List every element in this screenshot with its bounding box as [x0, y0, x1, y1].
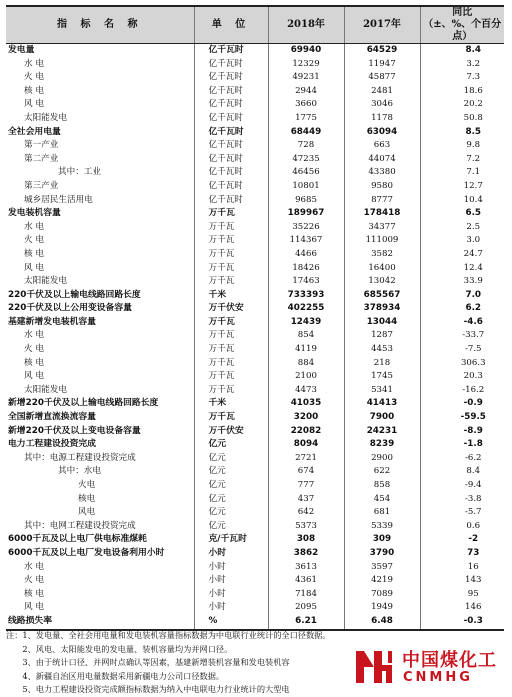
- table-row: [6, 248, 504, 262]
- row-value-2018: 69940: [268, 44, 344, 58]
- table-row: [6, 329, 504, 343]
- row-name: 发电装机容量: [8, 208, 61, 219]
- row-unit: 亿元: [194, 506, 268, 520]
- row-value-2018: 114367: [268, 234, 344, 248]
- row-value-2018: 10801: [268, 180, 344, 194]
- row-value-2017: 178418: [344, 207, 420, 221]
- row-unit: 亿千瓦时: [194, 98, 268, 112]
- row-change: 18.6: [420, 85, 504, 99]
- row-change: 9.8: [420, 139, 504, 153]
- row-value-2018: 437: [268, 493, 344, 507]
- logo-mark-icon: [356, 645, 396, 689]
- row-name: 太阳能发电: [24, 276, 67, 287]
- row-name: 核电: [78, 493, 96, 504]
- header-change-units: （±、%、个百分点）: [423, 19, 502, 42]
- row-name: 6000千瓦及以上电厂供电标准煤耗: [8, 534, 147, 545]
- table-row: [6, 194, 504, 208]
- row-value-2018: 4119: [268, 343, 344, 357]
- row-name: 风电: [78, 507, 96, 518]
- row-change: 6.5: [420, 207, 504, 221]
- row-value-2017: 11947: [344, 58, 420, 72]
- row-unit: 小时: [194, 574, 268, 588]
- row-change: -3.8: [420, 493, 504, 507]
- row-change: 12.4: [420, 262, 504, 276]
- row-name: 新增220千伏及以上变电设备容量: [8, 425, 141, 436]
- row-value-2017: 34377: [344, 221, 420, 235]
- row-value-2018: 728: [268, 139, 344, 153]
- row-value-2017: 7089: [344, 588, 420, 602]
- row-value-2018: 5373: [268, 520, 344, 534]
- table-row: [6, 85, 504, 99]
- row-value-2018: 6.21: [268, 615, 344, 630]
- footnote-line: 5、电力工程建设投资完成额指标数据为纳入中电联电力行业统计的大型电: [6, 684, 290, 694]
- row-unit: 亿千瓦时: [194, 153, 268, 167]
- row-value-2018: 9685: [268, 194, 344, 208]
- table-row: [6, 533, 504, 547]
- table-row: [6, 126, 504, 140]
- row-value-2018: 3862: [268, 547, 344, 561]
- table-header: [6, 6, 504, 44]
- row-value-2017: 681: [344, 506, 420, 520]
- row-unit: 亿千瓦时: [194, 85, 268, 99]
- row-name: 220千伏及以上输电线路回路长度: [8, 289, 141, 300]
- row-change: 6.2: [420, 302, 504, 316]
- row-value-2018: 3200: [268, 411, 344, 425]
- row-value-2017: 4453: [344, 343, 420, 357]
- row-value-2017: 3597: [344, 561, 420, 575]
- table-row: [6, 615, 504, 630]
- table-row: [6, 452, 504, 466]
- row-name: 城乡居民生活用电: [24, 194, 93, 205]
- row-value-2018: 4466: [268, 248, 344, 262]
- row-change: 3.0: [420, 234, 504, 248]
- table-row: [6, 234, 504, 248]
- row-value-2017: 6.48: [344, 615, 420, 630]
- row-unit: 万千瓦: [194, 207, 268, 221]
- row-value-2017: 3790: [344, 547, 420, 561]
- table-row: [6, 574, 504, 588]
- row-name: 其中：电源工程建设投资完成: [24, 452, 136, 463]
- row-unit: 亿元: [194, 520, 268, 534]
- header-indicator-name: 指 标 名 称: [6, 6, 194, 44]
- row-change: -1.8: [420, 438, 504, 452]
- row-value-2018: 308: [268, 533, 344, 547]
- table-row: [6, 71, 504, 85]
- row-unit: 万千瓦: [194, 370, 268, 384]
- table-row: [6, 275, 504, 289]
- row-value-2018: 35226: [268, 221, 344, 235]
- row-name: 发电量: [8, 45, 35, 55]
- row-unit: 亿千瓦时: [194, 71, 268, 85]
- row-value-2017: 5339: [344, 520, 420, 534]
- row-value-2018: 46456: [268, 166, 344, 180]
- row-unit: 千米: [194, 397, 268, 411]
- row-value-2017: 13044: [344, 316, 420, 330]
- row-value-2017: 218: [344, 357, 420, 371]
- row-name: 全国新增直流换流容量: [8, 412, 96, 423]
- row-change: 20.3: [420, 370, 504, 384]
- row-unit: 亿元: [194, 438, 268, 452]
- row-name: 风 电: [24, 602, 44, 613]
- row-change: 10.4: [420, 194, 504, 208]
- data-table-container: [6, 5, 504, 631]
- table-row: [6, 411, 504, 425]
- header-2017: 2017年: [344, 6, 420, 44]
- row-change: 146: [420, 601, 504, 615]
- header-change-title: 同比: [452, 7, 473, 18]
- row-name: 太阳能发电: [24, 384, 67, 395]
- row-change: 12.7: [420, 180, 504, 194]
- row-change: -5.7: [420, 506, 504, 520]
- table-row: [6, 465, 504, 479]
- row-name: 太阳能发电: [24, 112, 67, 123]
- row-value-2018: 674: [268, 465, 344, 479]
- table-row: [6, 343, 504, 357]
- row-change: 95: [420, 588, 504, 602]
- row-change: -6.2: [420, 452, 504, 466]
- watermark-logo: [356, 645, 506, 689]
- table-row: [6, 316, 504, 330]
- row-value-2017: 1178: [344, 112, 420, 126]
- row-value-2017: 378934: [344, 302, 420, 316]
- row-unit: 亿元: [194, 479, 268, 493]
- row-name: 核 电: [24, 248, 44, 259]
- row-unit: 万千伏安: [194, 425, 268, 439]
- row-name: 线路损失率: [6, 615, 194, 630]
- row-value-2017: 8239: [344, 438, 420, 452]
- row-unit: 万千瓦: [194, 275, 268, 289]
- row-value-2017: 43380: [344, 166, 420, 180]
- table-row: [6, 139, 504, 153]
- row-unit: 万千瓦: [194, 234, 268, 248]
- table-row: [6, 207, 504, 221]
- row-unit: 亿千瓦时: [194, 194, 268, 208]
- row-value-2017: 4219: [344, 574, 420, 588]
- row-value-2017: 3582: [344, 248, 420, 262]
- row-unit: 小时: [194, 561, 268, 575]
- row-unit: 亿千瓦时: [194, 166, 268, 180]
- row-value-2018: 4473: [268, 384, 344, 398]
- row-value-2018: 12439: [268, 316, 344, 330]
- row-value-2018: 68449: [268, 126, 344, 140]
- row-name: 火 电: [24, 344, 44, 355]
- row-name: 火 电: [24, 235, 44, 246]
- row-change: 7.1: [420, 166, 504, 180]
- row-change: 33.9: [420, 275, 504, 289]
- table-row: [6, 289, 504, 303]
- table-row: [6, 357, 504, 371]
- row-value-2017: 1949: [344, 601, 420, 615]
- row-value-2018: 17463: [268, 275, 344, 289]
- table-row: [6, 44, 504, 58]
- footnote-line: 3、由于统计口径、并网时点确认等因素，基建新增装机容量和发电装机容: [6, 657, 290, 667]
- row-unit: 万千瓦: [194, 343, 268, 357]
- row-value-2017: 1287: [344, 329, 420, 343]
- row-change: 7.3: [420, 71, 504, 85]
- row-unit: 克/千瓦时: [194, 533, 268, 547]
- row-change: 0.6: [420, 520, 504, 534]
- row-unit: 亿千瓦时: [194, 126, 268, 140]
- row-name: 核 电: [24, 85, 44, 96]
- statistics-table: [6, 5, 504, 631]
- row-change: 7.0: [420, 289, 504, 303]
- table-row: [6, 370, 504, 384]
- row-value-2017: 2481: [344, 85, 420, 99]
- row-value-2018: 47235: [268, 153, 344, 167]
- row-value-2018: 854: [268, 329, 344, 343]
- row-name: 其中：水电: [58, 466, 101, 477]
- row-unit: 万千瓦: [194, 384, 268, 398]
- table-body: [6, 44, 504, 630]
- table-row: [6, 180, 504, 194]
- row-value-2018: 22082: [268, 425, 344, 439]
- row-change: -59.5: [420, 411, 504, 425]
- row-change: -16.2: [420, 384, 504, 398]
- row-unit: 亿元: [194, 465, 268, 479]
- row-value-2018: 3660: [268, 98, 344, 112]
- table-row: [6, 153, 504, 167]
- row-unit: 万千瓦: [194, 221, 268, 235]
- row-name: 火 电: [24, 575, 44, 586]
- row-value-2018: 2721: [268, 452, 344, 466]
- row-change: 306.3: [420, 357, 504, 371]
- row-change: 24.7: [420, 248, 504, 262]
- footnote-line: 4、新疆自治区用电量数据采用新疆电力公司口径数据。: [6, 670, 225, 681]
- row-value-2018: 41035: [268, 397, 344, 411]
- row-value-2017: 454: [344, 493, 420, 507]
- table-row: [6, 601, 504, 615]
- row-unit: 小时: [194, 588, 268, 602]
- row-name: 水 电: [24, 561, 44, 572]
- row-value-2018: 7184: [268, 588, 344, 602]
- row-name: 全社会用电量: [8, 126, 61, 137]
- table-row: [6, 479, 504, 493]
- row-value-2017: 5341: [344, 384, 420, 398]
- header-2018: 2018年: [268, 6, 344, 44]
- row-change: 73: [420, 547, 504, 561]
- row-name: 电力工程建设投资完成: [8, 439, 96, 450]
- row-name: 水 电: [24, 221, 44, 232]
- table-row: [6, 506, 504, 520]
- row-name: 核 电: [24, 357, 44, 368]
- row-change: -4.6: [420, 316, 504, 330]
- row-unit: 亿千瓦时: [194, 180, 268, 194]
- row-value-2017: 3046: [344, 98, 420, 112]
- row-value-2018: 189967: [268, 207, 344, 221]
- row-change: 3.2: [420, 58, 504, 72]
- row-name: 水 电: [24, 58, 44, 69]
- table-row: [6, 520, 504, 534]
- table-row: [6, 98, 504, 112]
- row-value-2018: 402255: [268, 302, 344, 316]
- row-change: -9.4: [420, 479, 504, 493]
- row-value-2018: 777: [268, 479, 344, 493]
- row-unit: 亿千瓦时: [194, 112, 268, 126]
- row-value-2017: 44074: [344, 153, 420, 167]
- row-value-2017: 7900: [344, 411, 420, 425]
- row-name: 基建新增发电装机容量: [8, 316, 96, 327]
- logo-sub: CNMHG: [403, 670, 473, 685]
- row-value-2018: 3613: [268, 561, 344, 575]
- row-value-2018: 49231: [268, 71, 344, 85]
- row-value-2017: 45877: [344, 71, 420, 85]
- row-value-2018: 4361: [268, 574, 344, 588]
- footnote-line: 注：1、发电量、全社会用电量和发电装机容量指标数据为中电联行业统计的全口径数据。: [6, 630, 331, 640]
- table-row: [6, 58, 504, 72]
- row-value-2017: 24231: [344, 425, 420, 439]
- row-change: 8.4: [420, 44, 504, 58]
- row-name: 第二产业: [24, 153, 59, 164]
- row-name: 其中：电网工程建设投资完成: [24, 520, 136, 531]
- row-unit: 亿元: [194, 493, 268, 507]
- row-change: 143: [420, 574, 504, 588]
- row-value-2017: 622: [344, 465, 420, 479]
- row-name: 风 电: [24, 371, 44, 382]
- table-row: [6, 547, 504, 561]
- row-value-2018: 2944: [268, 85, 344, 99]
- footnote-line: 2、风电、太阳能发电的发电量、装机容量均为并网口径。: [6, 643, 233, 654]
- table-row: [6, 221, 504, 235]
- table-row: [6, 588, 504, 602]
- table-row: [6, 493, 504, 507]
- row-unit: 万千伏安: [194, 302, 268, 316]
- row-name: 新增220千伏及以上输电线路回路长度: [8, 398, 159, 409]
- row-value-2017: 1745: [344, 370, 420, 384]
- row-change: 8.4: [420, 465, 504, 479]
- row-value-2017: 2900: [344, 452, 420, 466]
- row-unit: 万千瓦: [194, 411, 268, 425]
- row-change: -2: [420, 533, 504, 547]
- row-change: -0.3: [420, 615, 504, 630]
- row-change: 8.5: [420, 126, 504, 140]
- row-value-2017: 16400: [344, 262, 420, 276]
- row-value-2018: 12329: [268, 58, 344, 72]
- row-unit: 万千瓦: [194, 357, 268, 371]
- table-row: [6, 438, 504, 452]
- row-unit: 千米: [194, 289, 268, 303]
- row-value-2017: 663: [344, 139, 420, 153]
- row-name: 火电: [78, 480, 96, 490]
- row-unit: 小时: [194, 547, 268, 561]
- table-row: [6, 561, 504, 575]
- row-name: 第一产业: [24, 140, 59, 151]
- table-row: [6, 397, 504, 411]
- row-name: 水 电: [24, 330, 44, 341]
- row-change: -7.5: [420, 343, 504, 357]
- row-value-2017: 685567: [344, 289, 420, 303]
- table-row: [6, 262, 504, 276]
- row-value-2018: 1775: [268, 112, 344, 126]
- row-unit: 万千瓦: [194, 316, 268, 330]
- row-change: 7.2: [420, 153, 504, 167]
- row-change: 16: [420, 561, 504, 575]
- row-unit: 小时: [194, 601, 268, 615]
- row-name: 第三产业: [24, 180, 59, 191]
- row-unit: 万千瓦: [194, 262, 268, 276]
- table-row: [6, 302, 504, 316]
- row-value-2017: 64529: [344, 44, 420, 58]
- row-value-2017: 858: [344, 479, 420, 493]
- table-row: [6, 384, 504, 398]
- row-name: 火 电: [24, 72, 44, 83]
- row-change: 50.8: [420, 112, 504, 126]
- logo-name: 中国煤化工: [402, 650, 497, 671]
- row-value-2018: 884: [268, 357, 344, 371]
- row-value-2017: 309: [344, 533, 420, 547]
- row-change: -33.7: [420, 329, 504, 343]
- row-change: 2.5: [420, 221, 504, 235]
- table-row: [6, 425, 504, 439]
- row-change: -8.9: [420, 425, 504, 439]
- row-unit: 亿元: [194, 452, 268, 466]
- row-change: -0.9: [420, 397, 504, 411]
- header-unit: 单 位: [194, 6, 268, 44]
- row-value-2017: 63094: [344, 126, 420, 140]
- row-name: 其中：工业: [58, 167, 101, 178]
- row-name: 核 电: [24, 588, 44, 599]
- row-change: 20.2: [420, 98, 504, 112]
- row-name: 6000千瓦及以上电厂发电设备利用小时: [8, 547, 165, 558]
- row-value-2017: 8777: [344, 194, 420, 208]
- row-value-2018: 8094: [268, 438, 344, 452]
- row-value-2018: 642: [268, 506, 344, 520]
- row-value-2018: 2100: [268, 370, 344, 384]
- row-value-2018: 18426: [268, 262, 344, 276]
- row-value-2017: 111009: [344, 234, 420, 248]
- row-value-2018: 2095: [268, 601, 344, 615]
- row-unit: 亿千瓦时: [194, 139, 268, 153]
- row-name: 220千伏及以上公用变设备容量: [8, 303, 132, 314]
- header-change: [420, 6, 504, 44]
- row-unit: 亿千瓦时: [194, 58, 268, 72]
- row-unit: 亿千瓦时: [194, 44, 268, 58]
- row-value-2017: 41413: [344, 397, 420, 411]
- row-value-2017: 13042: [344, 275, 420, 289]
- row-unit: 万千瓦: [194, 248, 268, 262]
- row-name: 风 电: [24, 262, 44, 273]
- table-row: [6, 112, 504, 126]
- row-name: 风 电: [24, 99, 44, 110]
- table-row: [6, 166, 504, 180]
- row-value-2017: 9580: [344, 180, 420, 194]
- row-unit: 万千瓦: [194, 329, 268, 343]
- row-value-2018: 733393: [268, 289, 344, 303]
- row-unit: %: [194, 615, 268, 630]
